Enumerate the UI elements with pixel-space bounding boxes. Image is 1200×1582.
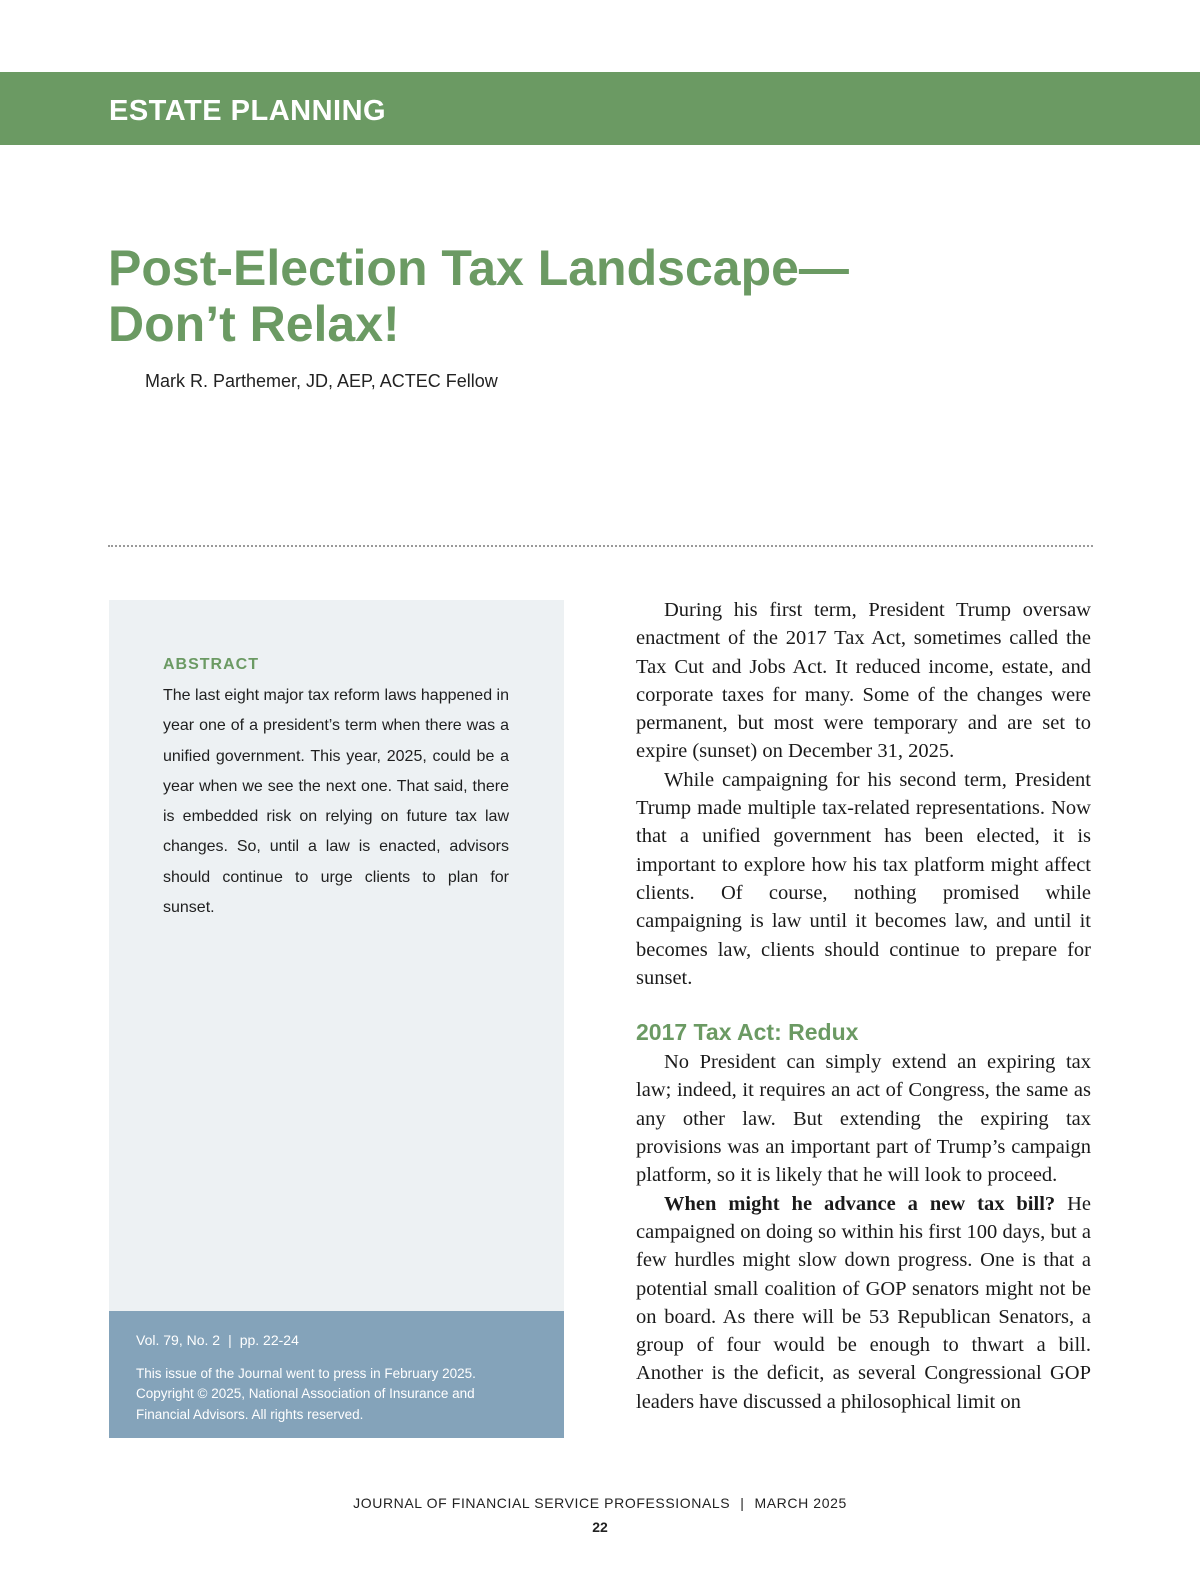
page-range: pp. 22-24 bbox=[239, 1332, 299, 1348]
body-paragraph-1: During his first term, President Trump oversaw enactment of the 2017 Tax Act, sometimes called the Tax Cut and Jobs Act. It reduced income, estate, and corporate taxes for many. Some of the changes were permanent, but most were temporary and are set to expire (sunset) on December 31, 2025. bbox=[636, 599, 1091, 763]
volume-line bbox=[136, 1331, 299, 1349]
volume-separator: | bbox=[228, 1332, 232, 1348]
article-body bbox=[636, 596, 1091, 1416]
paragraph-4-text: He campaigned on doing so within his first 100 days, but a few hurdles might slow down progress. One is that a potential small coalition of GOP senators might not be on board. As there will be 53 Republican Senators, a group of four would be enough to thwart a bill. Another is the deficit, as several Congressional GOP leaders have discussed a philosophical limit on bbox=[636, 1192, 1091, 1413]
footer-separator: | bbox=[740, 1495, 745, 1511]
copyright-notice: This issue of the Journal went to press in February 2025. Copyright © 2025, National Association of Insurance and Financial Advisors. All rights reserved. bbox=[136, 1366, 476, 1422]
body-paragraph-3: No President can simply extend an expiring tax law; indeed, it requires an act of Congress, the same as any other law. But extending the expiring tax provisions was an important part of Trump’s campaign platform, so it is likely that he will look to proceed. bbox=[636, 1051, 1091, 1187]
article-title: Post-Election Tax Landscape— Don’t Relax! bbox=[108, 240, 849, 352]
page-footer bbox=[0, 1494, 1200, 1512]
issue-date: MARCH 2025 bbox=[754, 1495, 847, 1511]
abstract-heading: ABSTRACT bbox=[163, 656, 259, 673]
dotted-divider bbox=[108, 545, 1093, 547]
journal-name: JOURNAL OF FINANCIAL SERVICE PROFESSIONALS bbox=[353, 1495, 731, 1511]
section-heading: 2017 Tax Act: Redux bbox=[636, 1019, 859, 1046]
article-author: Mark R. Parthemer, JD, AEP, ACTEC Fellow bbox=[145, 371, 498, 391]
page-number: 22 bbox=[592, 1519, 608, 1535]
abstract-text: The last eight major tax reform laws happened in year one of a president’s term when there was a unified government. This year, 2025, could be a year when we see the next one. That said, there is embedded risk on relying on future tax law changes. So, until a law is enacted, advisors should continue to urge clients to plan for sunset. bbox=[163, 687, 509, 917]
body-paragraph-4 bbox=[636, 1190, 1091, 1416]
body-paragraph-2: While campaigning for his second term, President Trump made multiple tax-related representations. Now that a unified government has been elected, it is important to explore how his tax platform might affect clients. Of course, nothing promised while campaigning is law until it becomes law, and until it becomes law, clients should continue to prepare for sunset. bbox=[636, 768, 1091, 989]
section-label: ESTATE PLANNING bbox=[109, 95, 387, 127]
paragraph-lead-in: When might he advance a new tax bill? bbox=[664, 1192, 1056, 1215]
volume-number: Vol. 79, No. 2 bbox=[136, 1332, 221, 1348]
